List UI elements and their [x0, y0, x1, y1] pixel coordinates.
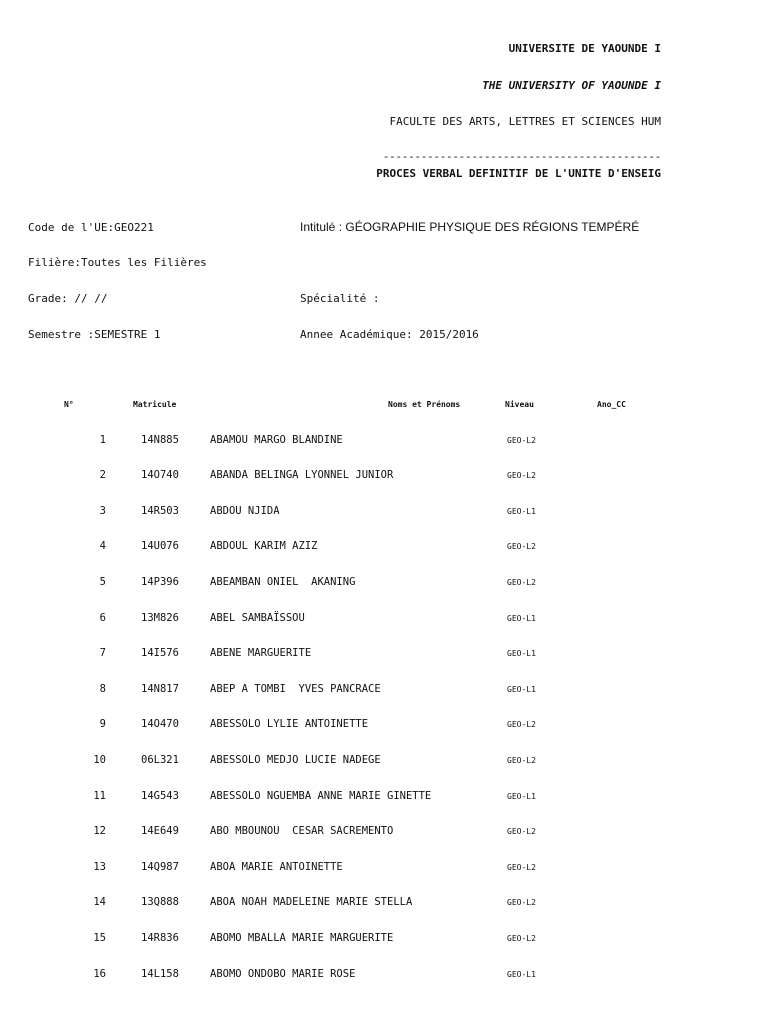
row-matricule: 14N885	[141, 434, 179, 446]
row-number: 13	[93, 861, 106, 873]
row-name: ABEP A TOMBI YVES PANCRACE	[210, 683, 381, 695]
row-matricule: 14O740	[141, 469, 179, 481]
row-number: 8	[99, 683, 106, 695]
row-niveau: GEO-L2	[507, 827, 536, 836]
table-row	[0, 718, 768, 732]
row-matricule: 13M826	[141, 612, 179, 624]
annee-academique: Annee Académique: 2015/2016	[300, 328, 479, 341]
table-row	[0, 612, 768, 626]
row-name: ABESSOLO NGUEMBA ANNE MARIE GINETTE	[210, 790, 432, 802]
row-niveau: GEO-L1	[507, 507, 536, 516]
row-number: 4	[99, 540, 106, 552]
table-row	[0, 683, 768, 697]
row-niveau: GEO-L1	[507, 970, 536, 979]
row-matricule: 14G543	[141, 790, 179, 802]
table-row	[0, 434, 768, 448]
row-name: ABOMO MBALLA MARIE MARGUERITE	[210, 932, 394, 944]
row-number: 5	[99, 576, 106, 588]
table-row	[0, 576, 768, 590]
row-number: 7	[99, 647, 106, 659]
row-matricule: 14Q987	[141, 861, 179, 873]
row-number: 16	[93, 968, 106, 980]
row-matricule: 14P396	[141, 576, 179, 588]
document-title: PROCES VERBAL DEFINITIF DE L'UNITE D'ENSEIG	[376, 167, 661, 180]
table-row	[0, 540, 768, 554]
row-name: ABO MBOUNOU CESAR SACREMENTO	[210, 825, 394, 837]
row-niveau: GEO-L1	[507, 614, 536, 623]
filiere: Filière:Toutes les Filières	[28, 256, 207, 269]
row-matricule: 14L158	[141, 968, 179, 980]
row-matricule: 14I576	[141, 647, 179, 659]
table-row	[0, 896, 768, 910]
row-number: 2	[99, 469, 106, 481]
row-niveau: GEO-L2	[507, 542, 536, 551]
row-name: ABEAMBAN ONIEL AKANING	[210, 576, 356, 588]
row-niveau: GEO-L1	[507, 792, 536, 801]
university-name-fr: UNIVERSITE DE YAOUNDE I	[508, 42, 661, 55]
code-ue: Code de l'UE:GEO221	[28, 221, 154, 234]
row-matricule: 06L321	[141, 754, 179, 766]
row-niveau: GEO-L2	[507, 898, 536, 907]
row-name: ABDOU NJIDA	[210, 505, 280, 517]
row-number: 12	[93, 825, 106, 837]
header-matricule: Matricule	[133, 400, 177, 409]
row-number: 10	[93, 754, 106, 766]
row-number: 11	[93, 790, 106, 802]
row-niveau: GEO-L1	[507, 685, 536, 694]
row-name: ABAMOU MARGO BLANDINE	[210, 434, 343, 446]
row-name: ABENE MARGUERITE	[210, 647, 312, 659]
row-number: 1	[99, 434, 106, 446]
header-rule: --------------------------------------------	[382, 150, 661, 163]
row-name: ABOMO ONDOBO MARIE ROSE	[210, 968, 356, 980]
table-row	[0, 861, 768, 875]
table-row	[0, 647, 768, 661]
table-row	[0, 505, 768, 519]
row-name: ABOA MARIE ANTOINETTE	[210, 861, 343, 873]
row-number: 14	[93, 896, 106, 908]
row-niveau: GEO-L1	[507, 649, 536, 658]
faculty-name: FACULTE DES ARTS, LETTRES ET SCIENCES HUM	[389, 115, 661, 128]
row-number: 15	[93, 932, 106, 944]
row-matricule: 14R836	[141, 932, 179, 944]
row-matricule: 14N817	[141, 683, 179, 695]
table-row	[0, 968, 768, 982]
row-niveau: GEO-L2	[507, 756, 536, 765]
row-name: ABDOUL KARIM AZIZ	[210, 540, 318, 552]
row-number: 3	[99, 505, 106, 517]
table-row	[0, 754, 768, 768]
row-matricule: 13Q888	[141, 896, 179, 908]
row-name: ABESSOLO LYLIE ANTOINETTE	[210, 718, 369, 730]
table-row	[0, 825, 768, 839]
semestre: Semestre :SEMESTRE 1	[28, 328, 161, 341]
grade: Grade: // //	[28, 292, 108, 305]
row-niveau: GEO-L2	[507, 578, 536, 587]
row-name: ABESSOLO MEDJO LUCIE NADEGE	[210, 754, 381, 766]
table-row	[0, 469, 768, 483]
table-row	[0, 932, 768, 946]
intitule: Intitulé : GÉOGRAPHIE PHYSIQUE DES RÉGIONS TEMPÉRÉ	[300, 220, 640, 234]
row-name: ABEL SAMBAÏSSOU	[210, 612, 305, 624]
row-niveau: GEO-L2	[507, 720, 536, 729]
row-name: ABANDA BELINGA LYONNEL JUNIOR	[210, 469, 394, 481]
row-niveau: GEO-L2	[507, 863, 536, 872]
row-niveau: GEO-L2	[507, 471, 536, 480]
row-matricule: 14O470	[141, 718, 179, 730]
header-niveau: Niveau	[505, 400, 534, 409]
row-matricule: 14U076	[141, 540, 179, 552]
row-number: 6	[99, 612, 106, 624]
row-matricule: 14E649	[141, 825, 179, 837]
header-noms: Noms et Prénoms	[388, 400, 461, 409]
row-niveau: GEO-L2	[507, 934, 536, 943]
header-no: N°	[64, 400, 74, 409]
header-ano-cc: Ano_CC	[597, 400, 626, 409]
row-name: ABOA NOAH MADELEINE MARIE STELLA	[210, 896, 413, 908]
specialite: Spécialité :	[300, 292, 380, 305]
row-matricule: 14R503	[141, 505, 179, 517]
row-number: 9	[99, 718, 106, 730]
table-row	[0, 790, 768, 804]
university-name-en: THE UNIVERSITY OF YAOUNDE I	[482, 79, 661, 92]
row-niveau: GEO-L2	[507, 436, 536, 445]
